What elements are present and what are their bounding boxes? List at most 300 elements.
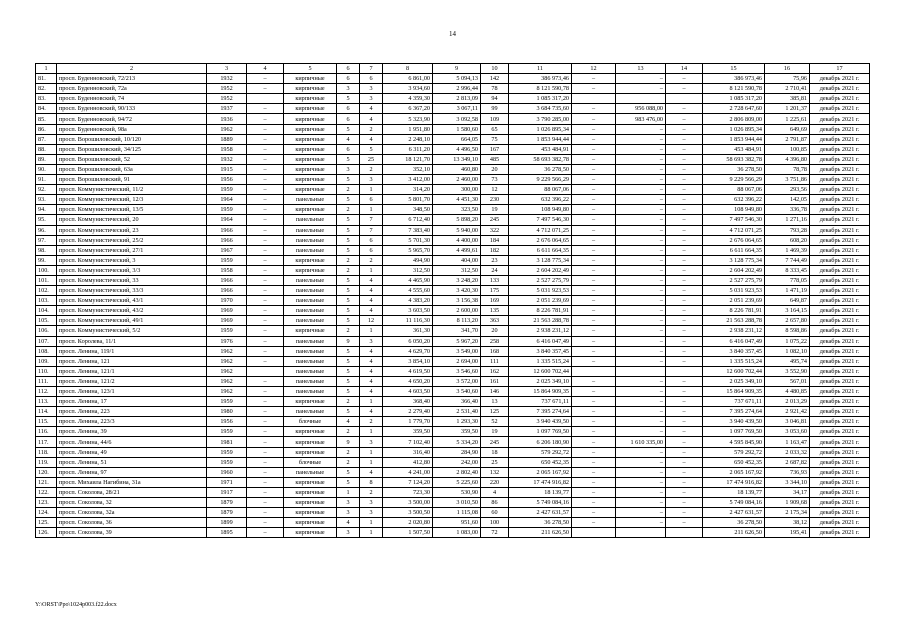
table-cell: декабрь 2021 г.	[810, 306, 870, 316]
table-cell: –	[666, 74, 703, 84]
table-cell: –	[616, 205, 666, 215]
table-cell: –	[247, 104, 284, 114]
column-header: 5	[284, 64, 337, 74]
table-cell: –	[572, 407, 616, 417]
table-cell: 6	[337, 104, 360, 114]
table-cell: просп. Ленина, 223	[57, 407, 207, 417]
table-cell: 3 540,60	[433, 387, 481, 397]
table-cell: 1 271,16	[765, 215, 810, 225]
table-cell: кирпичные	[284, 518, 337, 528]
table-cell: 2	[360, 124, 383, 134]
table-cell: 3	[360, 498, 383, 508]
table-cell: панельные	[284, 346, 337, 356]
table-cell: –	[572, 376, 616, 386]
table-cell: 9	[337, 437, 360, 447]
table-cell: 84.	[36, 104, 57, 114]
table-cell: 85.	[36, 114, 57, 124]
housing-register-table	[35, 63, 870, 538]
table-cell: 5 965,70	[383, 245, 433, 255]
table-cell: –	[616, 427, 666, 437]
table-cell: 1 097 769,50	[509, 427, 572, 437]
table-cell: 737 671,11	[509, 397, 572, 407]
table-cell: просп. Соколова, 28/21	[57, 487, 207, 497]
table-cell: 1956	[207, 175, 247, 185]
table-cell: просп. Коммунистический, 13/5	[57, 205, 207, 215]
table-cell: –	[616, 144, 666, 154]
table-cell: 2	[360, 487, 383, 497]
table-cell: –	[572, 437, 616, 447]
table-cell: 1962	[207, 356, 247, 366]
table-cell: –	[616, 175, 666, 185]
table-cell: 4	[360, 467, 383, 477]
table-cell: 1 097 769,50	[703, 427, 765, 437]
table-cell: 579 292,72	[509, 447, 572, 457]
table-cell: –	[616, 407, 666, 417]
table-cell: –	[572, 205, 616, 215]
table-cell: 632 396,22	[509, 195, 572, 205]
table-cell: 3 751,86	[765, 175, 810, 185]
table-row	[36, 467, 870, 477]
table-cell: 6	[360, 195, 383, 205]
table-row	[36, 205, 870, 215]
table-cell: 97.	[36, 235, 57, 245]
table-cell: 93.	[36, 195, 57, 205]
table-cell: 2 279,40	[383, 407, 433, 417]
table-cell: 312,50	[433, 265, 481, 275]
table-cell: кирпичные	[284, 134, 337, 144]
table-cell: 4 603,50	[383, 387, 433, 397]
table-cell: –	[572, 346, 616, 356]
table-cell: 4 712 071,25	[509, 225, 572, 235]
table-cell: 18 121,70	[383, 154, 433, 164]
table-cell: 142	[481, 74, 509, 84]
table-cell: 368,40	[383, 397, 433, 407]
table-cell: 2 921,42	[765, 407, 810, 417]
table-cell	[247, 366, 284, 376]
table-cell: 6	[337, 74, 360, 84]
table-cell: кирпичные	[284, 498, 337, 508]
table-cell: 737 671,11	[703, 397, 765, 407]
table-cell: 4	[360, 134, 383, 144]
table-cell: декабрь 2021 г.	[810, 235, 870, 245]
table-cell: –	[247, 528, 284, 538]
table-cell: 4 383,20	[383, 296, 433, 306]
table-cell: 108 949,80	[509, 205, 572, 215]
table-cell: 1981	[207, 437, 247, 447]
table-cell: –	[666, 306, 703, 316]
table-cell: 105.	[36, 316, 57, 326]
table-cell: просп. Королева, 11/1	[57, 336, 207, 346]
table-cell: 109.	[36, 356, 57, 366]
table-cell: 300,00	[433, 185, 481, 195]
table-cell: декабрь 2021 г.	[810, 74, 870, 84]
table-cell: 88 067,06	[509, 185, 572, 195]
table-cell: кирпичные	[284, 205, 337, 215]
table-cell: 2	[360, 417, 383, 427]
table-row	[36, 164, 870, 174]
table-cell: 404,00	[433, 255, 481, 265]
column-header: 1	[36, 64, 57, 74]
table-cell: 258	[481, 336, 509, 346]
table-cell: 122.	[36, 487, 57, 497]
table-cell: 38,12	[765, 518, 810, 528]
table-cell: 2 938 231,12	[509, 326, 572, 336]
table-cell: 245	[481, 437, 509, 447]
table-cell: 1970	[207, 296, 247, 306]
table-cell: 1	[360, 528, 383, 538]
table-cell: –	[616, 498, 666, 508]
table-cell: кирпичные	[284, 74, 337, 84]
table-row	[36, 376, 870, 386]
table-cell: 284,90	[433, 447, 481, 457]
table-cell: 3 549,00	[433, 346, 481, 356]
table-cell: 1959	[207, 447, 247, 457]
table-cell: 1962	[207, 346, 247, 356]
table-cell: просп. Коммунистический, 33	[57, 275, 207, 285]
table-cell: кирпичные	[284, 175, 337, 185]
table-row	[36, 498, 870, 508]
table-cell: 89.	[36, 154, 57, 164]
table-cell: –	[666, 498, 703, 508]
table-cell: –	[247, 296, 284, 306]
table-cell: 25	[481, 457, 509, 467]
table-cell: –	[572, 275, 616, 285]
table-cell: 2 996,44	[433, 84, 481, 94]
table-cell: декабрь 2021 г.	[810, 477, 870, 487]
table-row	[36, 114, 870, 124]
table-cell: 579 292,72	[703, 447, 765, 457]
table-cell: –	[616, 124, 666, 134]
table-cell: –	[572, 316, 616, 326]
table-cell: –	[616, 74, 666, 84]
table-cell: просп. Коммунистический, 43/1	[57, 296, 207, 306]
column-header: 3	[207, 64, 247, 74]
table-cell: 1980	[207, 407, 247, 417]
table-cell: панельные	[284, 366, 337, 376]
table-cell: 2 013,29	[765, 397, 810, 407]
table-cell: 723,30	[383, 487, 433, 497]
table-cell: декабрь 2021 г.	[810, 508, 870, 518]
table-row	[36, 215, 870, 225]
table-row	[36, 144, 870, 154]
table-cell: 664,05	[433, 134, 481, 144]
table-cell: –	[616, 336, 666, 346]
table-cell: 5	[337, 275, 360, 285]
table-cell: –	[247, 124, 284, 134]
table-row	[36, 387, 870, 397]
table-cell: 2	[337, 185, 360, 195]
table-cell: –	[666, 175, 703, 185]
table-cell: 7 744,49	[765, 255, 810, 265]
table-cell: 8	[360, 477, 383, 487]
table-cell: –	[247, 498, 284, 508]
column-header: 16	[765, 64, 810, 74]
table-row	[36, 326, 870, 336]
table-cell: –	[247, 245, 284, 255]
table-row	[36, 366, 870, 376]
table-cell: 453 484,91	[703, 144, 765, 154]
table-cell: –	[247, 467, 284, 477]
table-cell: –	[247, 508, 284, 518]
table-cell: 5	[337, 296, 360, 306]
table-cell: –	[572, 225, 616, 235]
table-cell: 13 349,10	[433, 154, 481, 164]
table-cell: –	[666, 326, 703, 336]
table-cell: декабрь 2021 г.	[810, 427, 870, 437]
table-cell: декабрь 2021 г.	[810, 114, 870, 124]
table-cell: просп. Коммунистический, 27/1	[57, 245, 207, 255]
table-cell: 352,10	[383, 164, 433, 174]
table-cell: –	[616, 376, 666, 386]
table-cell: 312,50	[383, 265, 433, 275]
table-cell: –	[572, 518, 616, 528]
table-cell: 8 226 781,91	[509, 306, 572, 316]
table-cell: –	[572, 185, 616, 195]
table-cell: –	[616, 225, 666, 235]
table-cell: –	[572, 356, 616, 366]
table-row	[36, 286, 870, 296]
table-cell: блочные	[284, 457, 337, 467]
table-cell: 5	[337, 94, 360, 104]
table-cell: 6	[360, 235, 383, 245]
table-cell: 1 085 317,20	[509, 94, 572, 104]
table-cell: 8 121 590,78	[509, 84, 572, 94]
table-cell: 65	[481, 124, 509, 134]
table-cell: 1958	[207, 144, 247, 154]
table-cell: 17 474 916,82	[509, 477, 572, 487]
table-cell	[572, 528, 616, 538]
table-cell: –	[247, 134, 284, 144]
table-cell: –	[247, 417, 284, 427]
table-cell: 4	[360, 407, 383, 417]
table-cell: 4 465,90	[383, 275, 433, 285]
table-cell: 6 611 664,35	[703, 245, 765, 255]
table-cell: 4	[481, 487, 509, 497]
table-cell: 2 051 239,69	[703, 296, 765, 306]
table-cell: –	[616, 84, 666, 94]
table-cell: 91.	[36, 175, 57, 185]
table-cell: 3	[360, 437, 383, 447]
table-cell: 5	[337, 477, 360, 487]
table-cell: –	[666, 215, 703, 225]
table-cell: кирпичные	[284, 104, 337, 114]
table-cell: 3	[337, 164, 360, 174]
table-cell	[247, 94, 284, 104]
table-cell: –	[247, 376, 284, 386]
table-cell: –	[666, 437, 703, 447]
table-cell: 23	[481, 255, 509, 265]
table-cell: 8 121 590,78	[703, 84, 765, 94]
table-cell: 3	[360, 175, 383, 185]
table-cell: 3	[360, 94, 383, 104]
table-cell: –	[572, 286, 616, 296]
table-cell: 2 427 631,57	[703, 508, 765, 518]
table-cell: –	[666, 245, 703, 255]
table-cell: панельные	[284, 195, 337, 205]
table-cell: 109	[481, 114, 509, 124]
table-cell: –	[616, 518, 666, 528]
table-cell: –	[572, 427, 616, 437]
table-row	[36, 518, 870, 528]
table-cell: просп. Коммунистический, 12/3	[57, 195, 207, 205]
table-cell: 5	[337, 124, 360, 134]
table-cell: 5	[337, 407, 360, 417]
table-cell: 322	[481, 225, 509, 235]
table-cell: –	[247, 84, 284, 94]
table-cell: 5	[337, 467, 360, 477]
table-cell: 15 864 909,35	[509, 387, 572, 397]
page-number: 14	[449, 30, 456, 38]
table-cell: 124.	[36, 508, 57, 518]
table-cell: просп. Коммунистический, 23	[57, 225, 207, 235]
table-cell: декабрь 2021 г.	[810, 225, 870, 235]
table-cell: 7	[360, 225, 383, 235]
table-cell: 3 128 775,34	[703, 255, 765, 265]
column-header: 7	[360, 64, 383, 74]
table-cell: декабрь 2021 г.	[810, 154, 870, 164]
table-cell: декабрь 2021 г.	[810, 346, 870, 356]
table-cell: 2	[337, 326, 360, 336]
table-cell: кирпичные	[284, 255, 337, 265]
table-cell: 1959	[207, 205, 247, 215]
table-cell: 1	[360, 326, 383, 336]
table-cell: –	[616, 286, 666, 296]
table-cell: –	[616, 346, 666, 356]
table-cell: –	[616, 164, 666, 174]
table-cell: 167	[481, 144, 509, 154]
table-cell: 1971	[207, 477, 247, 487]
table-row	[36, 417, 870, 427]
table-cell: просп. Буденновский, 72а	[57, 84, 207, 94]
table-cell: –	[247, 154, 284, 164]
table-cell: 1 507,50	[383, 528, 433, 538]
table-cell: 132	[481, 467, 509, 477]
table-cell: 2	[337, 205, 360, 215]
table-cell: 18 139,77	[509, 487, 572, 497]
table-cell: 125.	[36, 518, 57, 528]
table-cell: 1958	[207, 265, 247, 275]
table-cell: 2 813,09	[433, 94, 481, 104]
table-cell: панельные	[284, 215, 337, 225]
table-cell: –	[247, 164, 284, 174]
table-cell: 3 046,81	[765, 417, 810, 427]
table-cell: 5	[337, 235, 360, 245]
table-cell: просп. Ленина, 119/1	[57, 346, 207, 356]
table-cell: 2	[337, 265, 360, 275]
table-cell: 5 749 084,16	[703, 498, 765, 508]
table-cell: –	[247, 265, 284, 275]
table-cell: 341,70	[433, 326, 481, 336]
table-cell: кирпичные	[284, 114, 337, 124]
table-cell: 3 500,00	[383, 498, 433, 508]
table-cell: 4	[360, 376, 383, 386]
table-cell: просп. Буденновский, 90/133	[57, 104, 207, 114]
table-cell: 2 527 275,79	[509, 275, 572, 285]
table-cell: 5 334,20	[433, 437, 481, 447]
table-cell: просп. Ворошиловский, 91	[57, 175, 207, 185]
table-cell: 3 940 439,50	[703, 417, 765, 427]
table-cell: –	[666, 336, 703, 346]
table-cell: 7 497 546,30	[703, 215, 765, 225]
table-cell: 1899	[207, 518, 247, 528]
table-cell: 4	[360, 306, 383, 316]
table-cell: 5	[337, 154, 360, 164]
table-cell: –	[247, 457, 284, 467]
table-cell: 12 600 702,44	[509, 366, 572, 376]
table-cell: –	[666, 296, 703, 306]
table-row	[36, 175, 870, 185]
table-cell: 1	[360, 265, 383, 275]
table-cell: 19	[481, 427, 509, 437]
table-cell: 4	[360, 366, 383, 376]
table-cell: 75	[481, 134, 509, 144]
table-cell: просп. Ворошиловский, 52	[57, 154, 207, 164]
table-cell: просп. Ленина, 121	[57, 356, 207, 366]
table-cell: панельные	[284, 336, 337, 346]
table-cell: 94.	[36, 205, 57, 215]
table-cell: 3 854,10	[383, 356, 433, 366]
table-row	[36, 225, 870, 235]
table-cell: 1	[337, 487, 360, 497]
table-row	[36, 457, 870, 467]
table-cell: 2 938 231,12	[703, 326, 765, 336]
table-cell: кирпичные	[284, 144, 337, 154]
table-cell: –	[247, 195, 284, 205]
table-cell: 78	[481, 84, 509, 94]
table-cell: 951,60	[433, 518, 481, 528]
table-cell: декабрь 2021 г.	[810, 356, 870, 366]
table-cell: 778,05	[765, 275, 810, 285]
table-cell: 1	[360, 518, 383, 528]
table-cell: 5 898,20	[433, 215, 481, 225]
table-cell: 2 806 809,00	[703, 114, 765, 124]
table-cell: 2 527 275,79	[703, 275, 765, 285]
table-cell: 21 563 288,78	[703, 316, 765, 326]
table-cell: 3 934,60	[383, 84, 433, 94]
table-cell: 361,30	[383, 326, 433, 336]
table-cell: 6 861,00	[383, 74, 433, 84]
table-cell: блочные	[284, 417, 337, 427]
table-cell: –	[666, 144, 703, 154]
table-cell: 58 693 382,78	[509, 154, 572, 164]
column-header: 9	[433, 64, 481, 74]
table-cell: 2 600,00	[433, 306, 481, 316]
table-cell: декабрь 2021 г.	[810, 387, 870, 397]
table-cell: –	[666, 124, 703, 134]
table-cell: –	[666, 235, 703, 245]
table-cell: просп. Буденновский, 94/72	[57, 114, 207, 124]
table-cell: 98.	[36, 245, 57, 255]
table-row	[36, 407, 870, 417]
table-cell: 94	[481, 94, 509, 104]
table-cell: 736,93	[765, 467, 810, 477]
table-cell: –	[247, 275, 284, 285]
table-cell: 7 395 274,64	[509, 407, 572, 417]
table-cell: 6 611 664,35	[509, 245, 572, 255]
table-cell: –	[572, 265, 616, 275]
table-cell	[616, 366, 666, 376]
table-cell: 245	[481, 215, 509, 225]
table-cell: 3 053,60	[765, 427, 810, 437]
table-cell: 1962	[207, 376, 247, 386]
table-cell: панельные	[284, 275, 337, 285]
table-cell: 3 092,58	[433, 114, 481, 124]
table-cell: 1	[360, 427, 383, 437]
table-row	[36, 346, 870, 356]
table-cell: 567,01	[765, 376, 810, 386]
table-cell: 314,20	[383, 185, 433, 195]
table-cell: 6 050,20	[383, 336, 433, 346]
